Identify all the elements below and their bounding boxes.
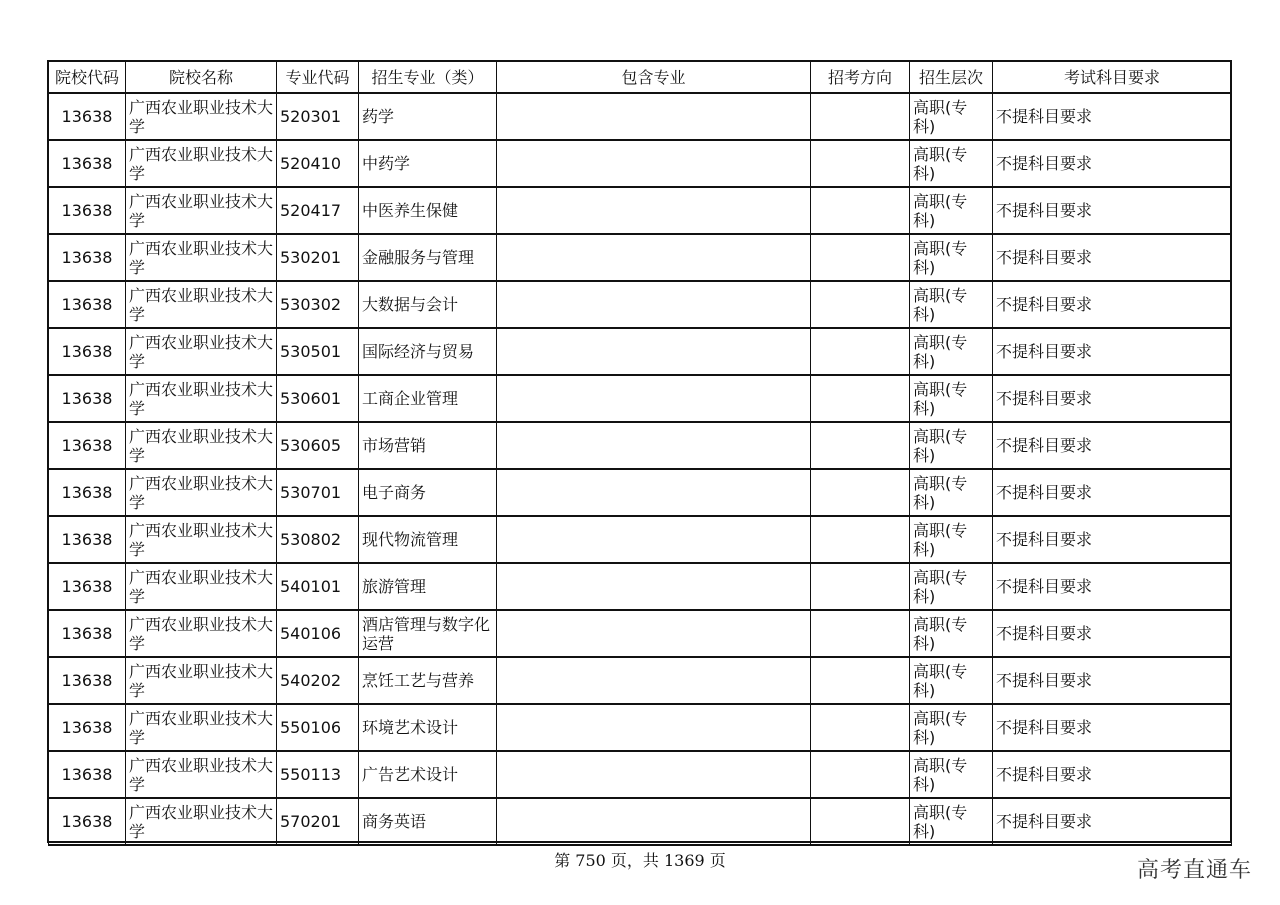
cell-school-code: 13638 [49, 328, 126, 375]
cell-direction [811, 469, 910, 516]
cell-requirement: 不提科目要求 [993, 93, 1232, 140]
cell-major: 电子商务 [359, 469, 497, 516]
cell-major-code: 520410 [277, 140, 359, 187]
cell-school-name: 广西农业职业技术大学 [126, 422, 277, 469]
cell-school-name: 广西农业职业技术大学 [126, 704, 277, 751]
cell-included-majors [497, 516, 811, 563]
table-row [49, 281, 1232, 328]
cell-school-code: 13638 [49, 563, 126, 610]
cell-direction [811, 93, 910, 140]
cell-included-majors [497, 469, 811, 516]
cell-major-code: 550113 [277, 751, 359, 798]
cell-level: 高职(专科) [910, 422, 993, 469]
cell-included-majors [497, 187, 811, 234]
cell-major: 旅游管理 [359, 563, 497, 610]
cell-direction [811, 704, 910, 751]
cell-included-majors [497, 422, 811, 469]
cell-requirement: 不提科目要求 [993, 234, 1232, 281]
cell-major: 药学 [359, 93, 497, 140]
cell-major: 大数据与会计 [359, 281, 497, 328]
cell-school-code: 13638 [49, 798, 126, 845]
cell-school-code: 13638 [49, 610, 126, 657]
cell-school-name: 广西农业职业技术大学 [126, 610, 277, 657]
cell-school-name: 广西农业职业技术大学 [126, 328, 277, 375]
cell-level: 高职(专科) [910, 281, 993, 328]
table-row [49, 610, 1232, 657]
cell-major: 国际经济与贸易 [359, 328, 497, 375]
cell-direction [811, 328, 910, 375]
cell-school-code: 13638 [49, 704, 126, 751]
table-row [49, 328, 1232, 375]
header-school-name: 院校名称 [126, 62, 277, 94]
admissions-table [48, 61, 1232, 846]
cell-major-code: 570201 [277, 798, 359, 845]
header-major-code: 专业代码 [277, 62, 359, 94]
cell-included-majors [497, 328, 811, 375]
cell-school-name: 广西农业职业技术大学 [126, 234, 277, 281]
cell-level: 高职(专科) [910, 375, 993, 422]
cell-major: 工商企业管理 [359, 375, 497, 422]
cell-direction [811, 375, 910, 422]
cell-requirement: 不提科目要求 [993, 516, 1232, 563]
cell-school-name: 广西农业职业技术大学 [126, 516, 277, 563]
cell-included-majors [497, 234, 811, 281]
cell-school-name: 广西农业职业技术大学 [126, 140, 277, 187]
cell-school-code: 13638 [49, 657, 126, 704]
table-row [49, 704, 1232, 751]
cell-direction [811, 234, 910, 281]
cell-level: 高职(专科) [910, 610, 993, 657]
cell-major-code: 530601 [277, 375, 359, 422]
table-row [49, 657, 1232, 704]
table-row [49, 751, 1232, 798]
table-row [49, 469, 1232, 516]
cell-direction [811, 281, 910, 328]
table-row [49, 140, 1232, 187]
cell-requirement: 不提科目要求 [993, 140, 1232, 187]
header-included-majors: 包含专业 [497, 62, 811, 94]
cell-included-majors [497, 657, 811, 704]
cell-major-code: 540202 [277, 657, 359, 704]
cell-level: 高职(专科) [910, 798, 993, 845]
cell-school-name: 广西农业职业技术大学 [126, 187, 277, 234]
cell-major-code: 530802 [277, 516, 359, 563]
cell-direction [811, 798, 910, 845]
cell-included-majors [497, 93, 811, 140]
cell-major: 现代物流管理 [359, 516, 497, 563]
table-row [49, 375, 1232, 422]
table-row [49, 516, 1232, 563]
cell-major: 中医养生保健 [359, 187, 497, 234]
cell-level: 高职(专科) [910, 657, 993, 704]
header-major: 招生专业（类） [359, 62, 497, 94]
cell-school-code: 13638 [49, 422, 126, 469]
cell-direction [811, 140, 910, 187]
cell-included-majors [497, 798, 811, 845]
table-body [49, 93, 1232, 845]
table-row [49, 187, 1232, 234]
cell-level: 高职(专科) [910, 234, 993, 281]
cell-included-majors [497, 375, 811, 422]
cell-level: 高职(专科) [910, 469, 993, 516]
cell-direction [811, 610, 910, 657]
cell-school-name: 广西农业职业技术大学 [126, 657, 277, 704]
cell-major-code: 540101 [277, 563, 359, 610]
cell-included-majors [497, 563, 811, 610]
cell-major: 市场营销 [359, 422, 497, 469]
cell-school-code: 13638 [49, 516, 126, 563]
cell-level: 高职(专科) [910, 93, 993, 140]
cell-direction [811, 516, 910, 563]
cell-requirement: 不提科目要求 [993, 751, 1232, 798]
cell-level: 高职(专科) [910, 704, 993, 751]
cell-direction [811, 422, 910, 469]
cell-included-majors [497, 751, 811, 798]
cell-major: 金融服务与管理 [359, 234, 497, 281]
cell-requirement: 不提科目要求 [993, 422, 1232, 469]
cell-major-code: 550106 [277, 704, 359, 751]
cell-included-majors [497, 704, 811, 751]
cell-major: 商务英语 [359, 798, 497, 845]
cell-requirement: 不提科目要求 [993, 281, 1232, 328]
table-row [49, 234, 1232, 281]
table-row [49, 93, 1232, 140]
cell-school-name: 广西农业职业技术大学 [126, 281, 277, 328]
cell-requirement: 不提科目要求 [993, 563, 1232, 610]
cell-school-name: 广西农业职业技术大学 [126, 93, 277, 140]
cell-school-name: 广西农业职业技术大学 [126, 751, 277, 798]
cell-direction [811, 657, 910, 704]
cell-major-code: 530701 [277, 469, 359, 516]
cell-school-code: 13638 [49, 234, 126, 281]
cell-requirement: 不提科目要求 [993, 657, 1232, 704]
cell-requirement: 不提科目要求 [993, 610, 1232, 657]
page-number: 第 750 页，共 1369 页 [554, 851, 726, 870]
cell-school-code: 13638 [49, 469, 126, 516]
cell-direction [811, 751, 910, 798]
cell-requirement: 不提科目要求 [993, 469, 1232, 516]
cell-level: 高职(专科) [910, 187, 993, 234]
cell-major: 中药学 [359, 140, 497, 187]
cell-major-code: 520417 [277, 187, 359, 234]
cell-direction [811, 563, 910, 610]
header-level: 招生层次 [910, 62, 993, 94]
table-row [49, 422, 1232, 469]
cell-requirement: 不提科目要求 [993, 375, 1232, 422]
cell-school-code: 13638 [49, 187, 126, 234]
cell-major-code: 530302 [277, 281, 359, 328]
cell-included-majors [497, 610, 811, 657]
cell-level: 高职(专科) [910, 516, 993, 563]
cell-major: 烹饪工艺与营养 [359, 657, 497, 704]
cell-major: 酒店管理与数字化运营 [359, 610, 497, 657]
cell-school-code: 13638 [49, 140, 126, 187]
watermark: 高考直通车 [1136, 858, 1252, 883]
cell-requirement: 不提科目要求 [993, 328, 1232, 375]
cell-school-name: 广西农业职业技术大学 [126, 563, 277, 610]
cell-level: 高职(专科) [910, 328, 993, 375]
header-direction: 招考方向 [811, 62, 910, 94]
cell-level: 高职(专科) [910, 563, 993, 610]
cell-major-code: 530201 [277, 234, 359, 281]
cell-level: 高职(专科) [910, 751, 993, 798]
cell-major-code: 540106 [277, 610, 359, 657]
cell-major-code: 530605 [277, 422, 359, 469]
table-row [49, 563, 1232, 610]
cell-direction [811, 187, 910, 234]
cell-school-code: 13638 [49, 751, 126, 798]
cell-major-code: 530501 [277, 328, 359, 375]
cell-included-majors [497, 140, 811, 187]
cell-requirement: 不提科目要求 [993, 704, 1232, 751]
cell-level: 高职(专科) [910, 140, 993, 187]
header-requirement: 考试科目要求 [993, 62, 1232, 94]
cell-requirement: 不提科目要求 [993, 187, 1232, 234]
cell-requirement: 不提科目要求 [993, 798, 1232, 845]
cell-school-name: 广西农业职业技术大学 [126, 375, 277, 422]
cell-major: 环境艺术设计 [359, 704, 497, 751]
cell-school-name: 广西农业职业技术大学 [126, 469, 277, 516]
header-school-code: 院校代码 [49, 62, 126, 94]
cell-included-majors [497, 281, 811, 328]
cell-school-code: 13638 [49, 281, 126, 328]
table-row [49, 798, 1232, 845]
cell-major: 广告艺术设计 [359, 751, 497, 798]
cell-major-code: 520301 [277, 93, 359, 140]
cell-school-code: 13638 [49, 375, 126, 422]
table-header-row [49, 62, 1232, 94]
cell-school-name: 广西农业职业技术大学 [126, 798, 277, 845]
cell-school-code: 13638 [49, 93, 126, 140]
